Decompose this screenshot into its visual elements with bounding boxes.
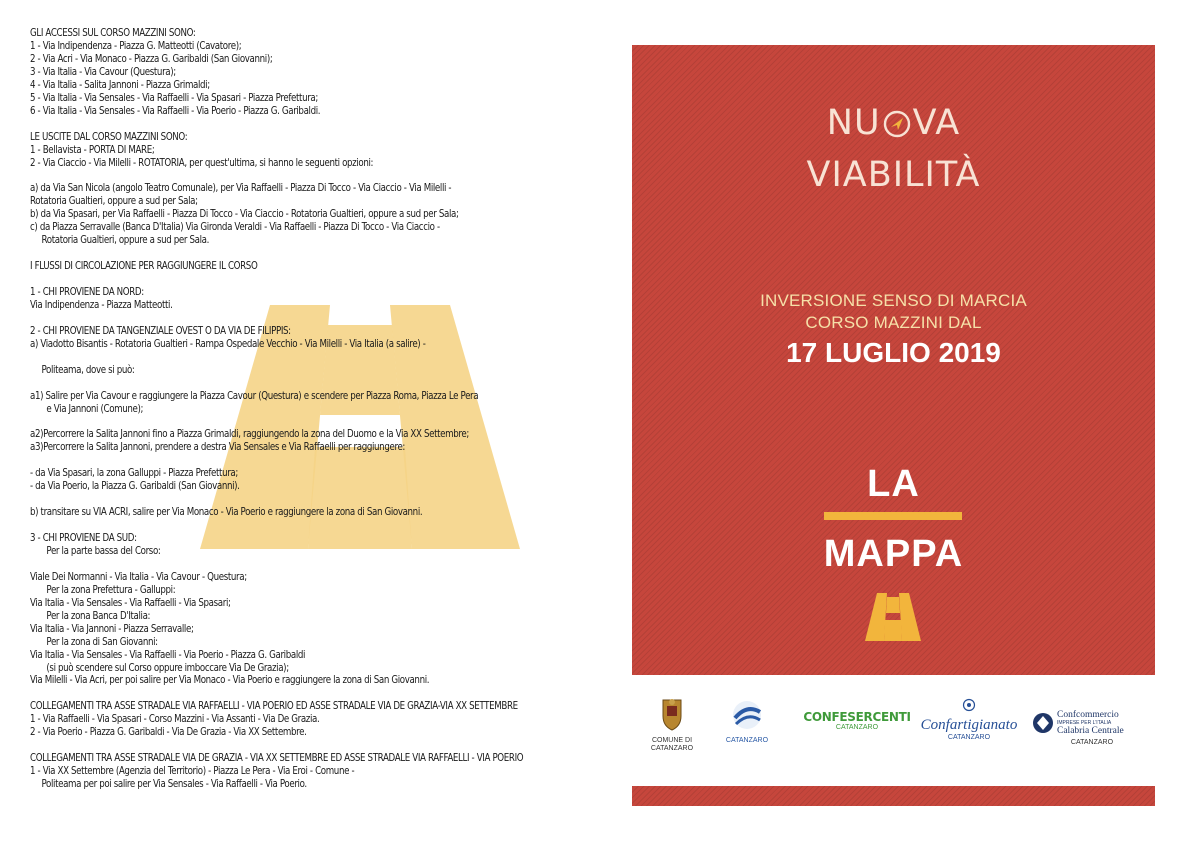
cover-panel <box>632 45 1155 675</box>
flow-item: Via Milelli - Via Acri, per poi salire per Via Monaco - Via Poerio e raggiungere la zona di San Giovanni. <box>30 674 430 687</box>
access-item: 1 - Via Indipendenza - Piazza G. Matteotti (Cavatore); <box>30 39 242 52</box>
spacer <box>30 519 590 532</box>
spacer <box>30 377 590 390</box>
access-item: 6 - Via Italia - Via Sensales - Via Raffaelli - Via Poerio - Piazza G. Garibaldi. <box>30 104 321 117</box>
directions-text <box>30 27 590 791</box>
flow-item: Per la zona di San Giovanni: <box>46 635 158 648</box>
heading-collegamenti-2: COLLEGAMENTI TRA ASSE STRADALE VIA DE GRAZIA - VIA XX SETTEMBRE ED ASSE STRADALE VIA RAFFAELLI - VIA POERIO <box>30 752 524 765</box>
flow-heading: 2 - CHI PROVIENE DA TANGENZIALE OVEST O DA VIA DE FILIPPIS: <box>30 324 291 337</box>
confcommercio-logo <box>1032 698 1152 747</box>
heading-accessi: GLI ACCESSI SUL CORSO MAZZINI SONO: <box>30 27 196 39</box>
bottom-red-bar <box>632 786 1155 806</box>
flow-item: Via Indipendenza - Piazza Matteotti. <box>30 298 173 311</box>
access-item: 4 - Via Italia - Salita Jannoni - Piazza Grimaldi; <box>30 78 210 91</box>
spacer <box>30 558 590 571</box>
cover-mappa: MAPPA <box>823 533 964 575</box>
title-part-b: VA <box>912 103 961 143</box>
sponsor-logos <box>632 698 1155 768</box>
spacer <box>30 454 590 467</box>
confcommercio-tagline: IMPRESE PER L'ITALIA <box>1057 720 1112 726</box>
exit-item: 1 - Bellavista - PORTA DI MARE; <box>30 143 155 156</box>
spacer <box>30 351 590 364</box>
access-item: 3 - Via Italia - Via Cavour (Questura); <box>30 65 176 78</box>
flow-item: Per la zona Banca D'Italia: <box>46 609 151 622</box>
flow-item: (si può scendere sul Corso oppure imboccare Via De Grazia); <box>46 661 289 674</box>
confcommercio-region: Calabria Centrale <box>1057 726 1124 736</box>
flow-heading: 1 - CHI PROVIENE DA NORD: <box>30 286 144 298</box>
flow-item: Per la parte bassa del Corso: <box>46 544 161 557</box>
spacer <box>30 273 590 286</box>
cover-subtitle-line1: INVERSIONE SENSO DI MARCIA <box>760 291 1027 310</box>
coat-of-arms-icon <box>659 698 685 732</box>
comune-line2: CATANZARO <box>650 745 694 752</box>
spacer <box>30 739 590 752</box>
cover-subtitle-line2: CORSO MAZZINI DAL <box>805 313 982 332</box>
flow-item: - da Via Poerio, la Piazza G. Garibaldi (San Giovanni). <box>30 480 240 493</box>
flow-heading: 3 - CHI PROVIENE DA SUD: <box>30 532 137 544</box>
confcommercio-name: Confcommercio <box>1057 710 1119 720</box>
access-item: 2 - Via Acri - Via Monaco - Piazza G. Garibaldi (San Giovanni); <box>30 52 273 65</box>
flow-item: - da Via Spasari, la zona Galluppi - Piazza Prefettura; <box>30 467 238 480</box>
spacer <box>30 118 590 131</box>
link-item: 1 - Via Raffaelli - Via Spasari - Corso Mazzini - Via Assanti - Via De Grazia. <box>30 713 320 726</box>
exit-option: a) da Via San Nicola (angolo Teatro Comunale), per Via Raffaelli - Piazza Di Tocco - Via Ciaccio - Via Milelli - <box>30 182 452 195</box>
flow-item: a) Viadotto Bisantis - Rotatoria Gualtieri - Rampa Ospedale Vecchio - Via Milelli - Via Italia (a salire) - <box>30 337 426 350</box>
link-item: Politeama per poi salire per Via Sensales - Via Raffaelli - Via Poerio. <box>41 778 307 791</box>
cover-la: LA <box>867 463 920 505</box>
confesercenti-city: CATANZARO <box>835 724 879 731</box>
cat-caption: CATANZARO <box>725 737 769 744</box>
flow-item: b) transitare su VIA ACRI, salire per Via Monaco - Via Poerio e raggiungere la zona di San Giovanni. <box>30 506 423 519</box>
confartigianato-city: CATANZARO <box>947 734 991 741</box>
exit-option: Rotatoria Gualtieri, oppure a sud per Sala; <box>30 195 198 208</box>
confartigianato-name: Confartigianato <box>920 717 1018 733</box>
link-item: 2 - Via Poerio - Piazza G. Garibaldi - Via De Grazia - Via XX Settembre. <box>30 726 307 739</box>
road-icon <box>865 593 921 641</box>
cover-title-line2: VIABILITÀ <box>806 155 981 195</box>
confcommercio-city: CATANZARO <box>1070 739 1114 746</box>
accent-bar <box>824 512 962 520</box>
directions-column <box>30 27 590 827</box>
spacer <box>30 312 590 325</box>
heading-flussi: I FLUSSI DI CIRCOLAZIONE PER RAGGIUNGERE IL CORSO <box>30 260 258 273</box>
flow-item: a3)Percorrere la Salita Jannoni, prendere a destra Via Sensales e Via Raffaelli per raggiungere: <box>30 441 405 454</box>
confcommercio-emblem-icon <box>1032 712 1054 734</box>
confesercenti-name: CONFESERCENTI <box>803 710 911 724</box>
flow-item: Via Italia - Via Sensales - Via Raffaelli - Via Poerio - Piazza G. Garibaldi <box>30 648 306 661</box>
exit-option: b) da Via Spasari, per Via Raffaelli - Piazza Di Tocco - Via Ciaccio - Rotatoria Gualtieri, oppure a sud per Sala; <box>30 208 459 221</box>
flow-item: Politeama, dove si può: <box>41 363 135 376</box>
catanzaro-association-logo <box>722 698 772 745</box>
comune-catanzaro-logo <box>642 698 702 753</box>
comune-line1: COMUNE DI <box>651 737 693 744</box>
title-part-a: NU <box>826 103 881 143</box>
flow-item: a1) Salire per Via Cavour e raggiungere la Piazza Cavour (Questura) e scendere per Piazza Roma, Piazza Le Pera <box>30 389 479 402</box>
spacer <box>30 493 590 506</box>
spacer <box>30 687 590 700</box>
compass-icon <box>882 109 912 139</box>
flow-item: Viale Dei Normanni - Via Italia - Via Cavour - Questura; <box>30 570 247 583</box>
confartigianato-logo <box>914 698 1024 741</box>
heading-uscite: LE USCITE DAL CORSO MAZZINI SONO: <box>30 130 188 143</box>
heading-collegamenti-1: COLLEGAMENTI TRA ASSE STRADALE VIA RAFFAELLI - VIA POERIO ED ASSE STRADALE VIA DE GRAZIA-VIA XX SETTEMBRE <box>30 700 518 713</box>
link-item: 1 - Via XX Settembre (Agenzia del Territorio) - Piazza Le Pera - Via Eroi - Comune - <box>30 765 355 778</box>
confesercenti-logo <box>802 698 912 731</box>
spacer <box>30 415 590 428</box>
exit-option: Rotatoria Gualtieri, oppure a sud per Sala. <box>41 234 210 247</box>
cover-date: 17 LUGLIO 2019 <box>786 337 1001 368</box>
spacer <box>30 169 590 182</box>
flow-item: Via Italia - Via Sensales - Via Raffaelli - Via Spasari; <box>30 596 231 609</box>
flow-item: Via Italia - Via Jannoni - Piazza Serravalle; <box>30 622 194 635</box>
flow-item: a2)Percorrere la Salita Jannoni fino a Piazza Grimaldi, raggiungendo la zona del Duomo e la Via XX Settembre; <box>30 428 469 441</box>
access-item: 5 - Via Italia - Via Sensales - Via Raffaelli - Via Spasari - Piazza Prefettura; <box>30 91 318 104</box>
flow-item: e Via Jannoni (Comune); <box>46 402 144 415</box>
circle-swoosh-icon <box>730 698 764 732</box>
cover-title-line1 <box>632 103 1155 143</box>
exit-option: c) da Piazza Serravalle (Banca D'Italia) Via Gironda Veraldi - Via Raffaelli - Piazza Di Tocco - Via Ciaccio - <box>30 221 440 234</box>
exit-item: 2 - Via Ciaccio - Via Milelli - ROTATORIA, per quest'ultima, si hanno le seguenti opzioni: <box>30 156 374 169</box>
confartigianato-icon <box>962 698 976 712</box>
flow-item: Per la zona Prefettura - Galluppi: <box>46 583 176 596</box>
spacer <box>30 247 590 260</box>
